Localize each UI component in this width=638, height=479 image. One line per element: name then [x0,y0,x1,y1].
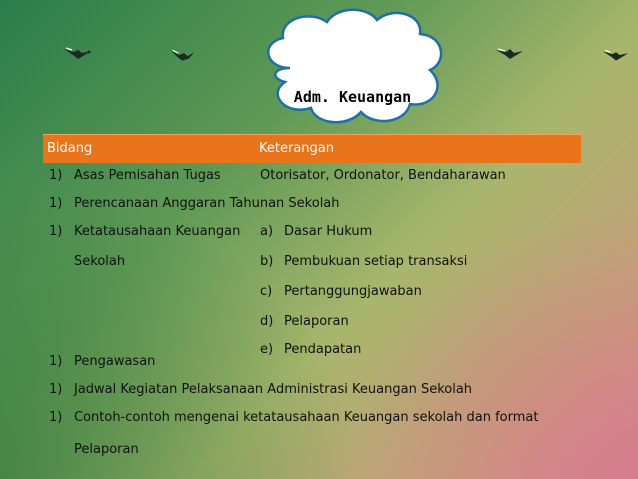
row-text: Perencanaan Anggaran Tahunan Sekolah [74,196,340,211]
row-text: Contoh-contoh mengenai ketatausahaan Keuangan sekolah dan format [74,410,539,425]
row-text: Pengawasan [74,354,156,369]
row-text-continued: Pelaporan [74,442,139,457]
row-number: 1) [49,168,63,183]
row-number: 1) [49,410,63,425]
row-text-continued: Sekolah [74,254,126,269]
bird-icon [62,44,94,62]
bird-icon [168,46,198,64]
sublist-item: Pelaporan [284,314,349,329]
page-title: Adm. Keuangan [293,88,412,106]
bird-icon [601,46,631,64]
row-number: 1) [49,224,63,239]
row-number: 1) [49,196,63,211]
row-keterangan: Otorisator, Ordonator, Bendaharawan [260,168,506,183]
sublist-item: Pendapatan [284,342,362,357]
sublist-letter: c) [260,284,273,299]
header-keterangan: Keterangan [259,141,334,156]
row-text: Ketatausahaan Keuangan [74,224,241,239]
sublist-item: Dasar Hukum [284,224,373,239]
row-text: Asas Pemisahan Tugas [74,168,221,183]
sublist-letter: d) [260,314,274,329]
cloud-shape [255,8,450,128]
sublist-letter: a) [260,224,274,239]
sublist-item: Pertanggungjawaban [284,284,422,299]
bird-icon [494,44,526,62]
title-cloud [255,8,450,128]
sublist-letter: b) [260,254,274,269]
header-bidang: Bidang [47,141,93,156]
row-text: Jadwal Kegiatan Pelaksanaan Administrasi Keuangan Sekolah [74,382,473,397]
sublist-item: Pembukuan setiap transaksi [284,254,468,269]
row-number: 1) [49,354,63,369]
table-header [43,134,581,163]
row-number: 1) [49,382,63,397]
sublist-letter: e) [260,342,274,357]
